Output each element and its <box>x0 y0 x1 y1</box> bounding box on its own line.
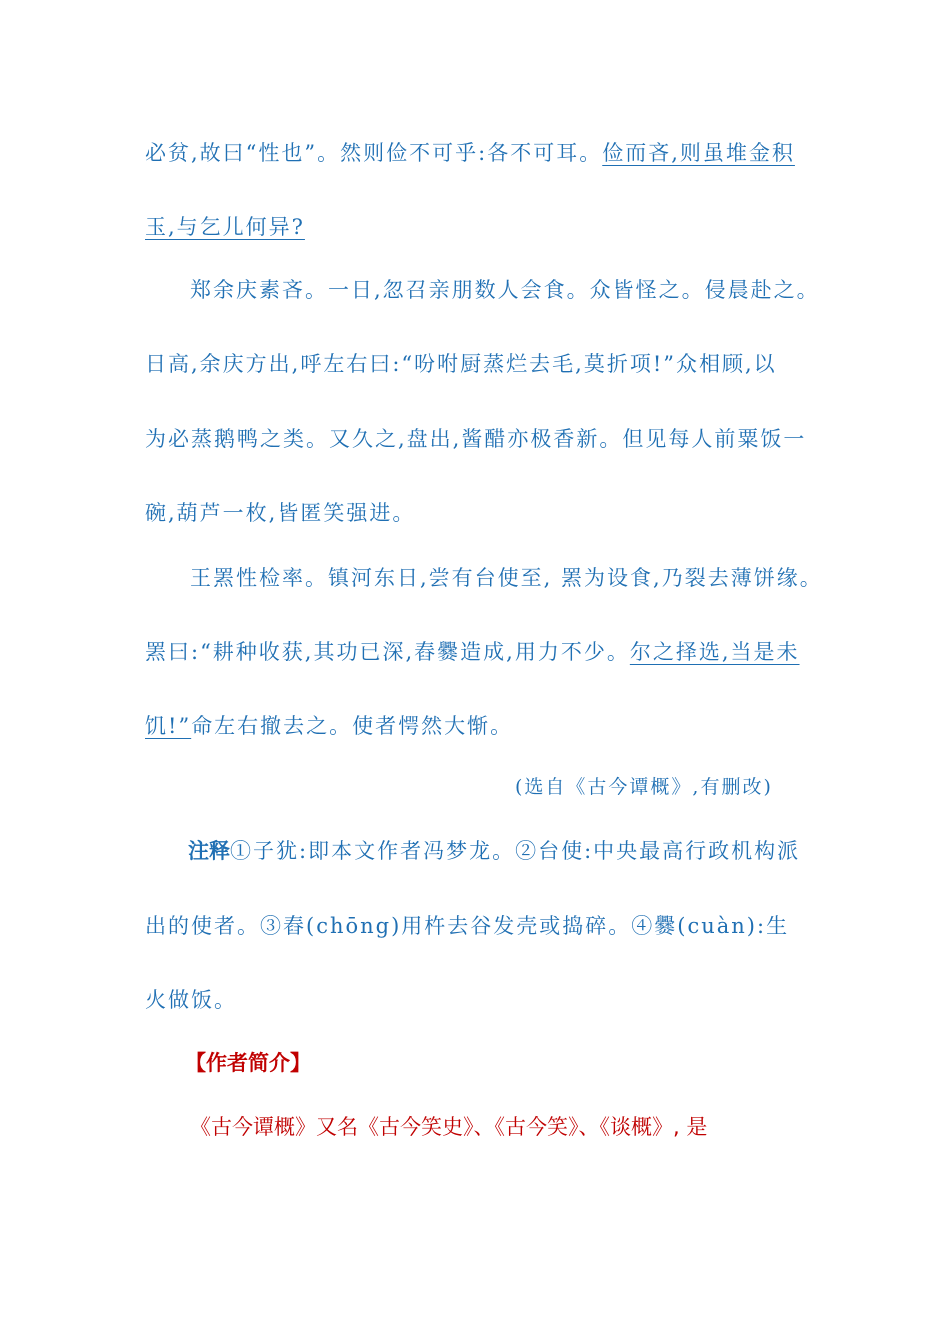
para3-line1: 王罴性检率。镇河东日,尝有台使至, 罴为设食,乃裂去薄饼缘。 <box>190 566 823 590</box>
author-intro-line1: 《古今谭概》又名《古今笑史》、《古今笑》、《谈概》, 是 <box>190 1115 708 1139</box>
author-intro-heading: 【作者简介】 <box>185 1051 311 1075</box>
para1-line1-text: 必贫,故曰“性也”。然则俭不可乎:各不可耳。 <box>145 141 603 165</box>
notes-line3: 火做饭。 <box>145 988 237 1012</box>
para3-line2-text: 罴曰:“耕种收获,其功已深,舂爨造成,用力不少。 <box>145 640 630 664</box>
para3-line2 <box>145 636 800 666</box>
para3-underlined-sentence-part1: 尔之择选,当是未 <box>629 640 800 664</box>
para1-line2 <box>145 211 305 241</box>
para3-underlined-sentence-part2: 饥!” <box>145 714 192 738</box>
notes-line1-text: ①子犹:即本文作者冯梦龙。②台使:中央最高行政机构派 <box>230 839 801 863</box>
para3-line3-text: 命左右撤去之。使者愕然大惭。 <box>191 714 514 738</box>
para2-line3: 为必蒸鹅鸭之类。又久之,盘出,酱醋亦极香新。但见每人前粟饭一 <box>145 427 807 451</box>
para1-underlined-sentence-part2: 玉,与乞儿何异? <box>145 215 305 239</box>
notes-line2: 出的使者。③舂(chōng)用杵去谷发壳或捣碎。④爨(cuàn):生 <box>145 914 790 938</box>
para2-line4: 碗,葫芦一枚,皆匿笑强进。 <box>145 501 416 525</box>
para3-line3 <box>145 710 513 740</box>
para2-line1: 郑余庆素吝。一日,忽召亲朋数人会食。众皆怪之。侵晨赴之。 <box>190 278 820 302</box>
source-citation: (选自《古今谭概》,有删改) <box>515 776 773 798</box>
para1-underlined-sentence-part1: 俭而吝,则虽堆金积 <box>602 141 795 165</box>
para1-line1 <box>145 137 795 167</box>
para2-line2: 日高,余庆方出,呼左右曰:“吩咐厨蒸烂去毛,莫折项!”众相顾,以 <box>145 352 777 376</box>
notes-line1 <box>188 835 800 865</box>
notes-label: 注释 <box>188 839 230 863</box>
